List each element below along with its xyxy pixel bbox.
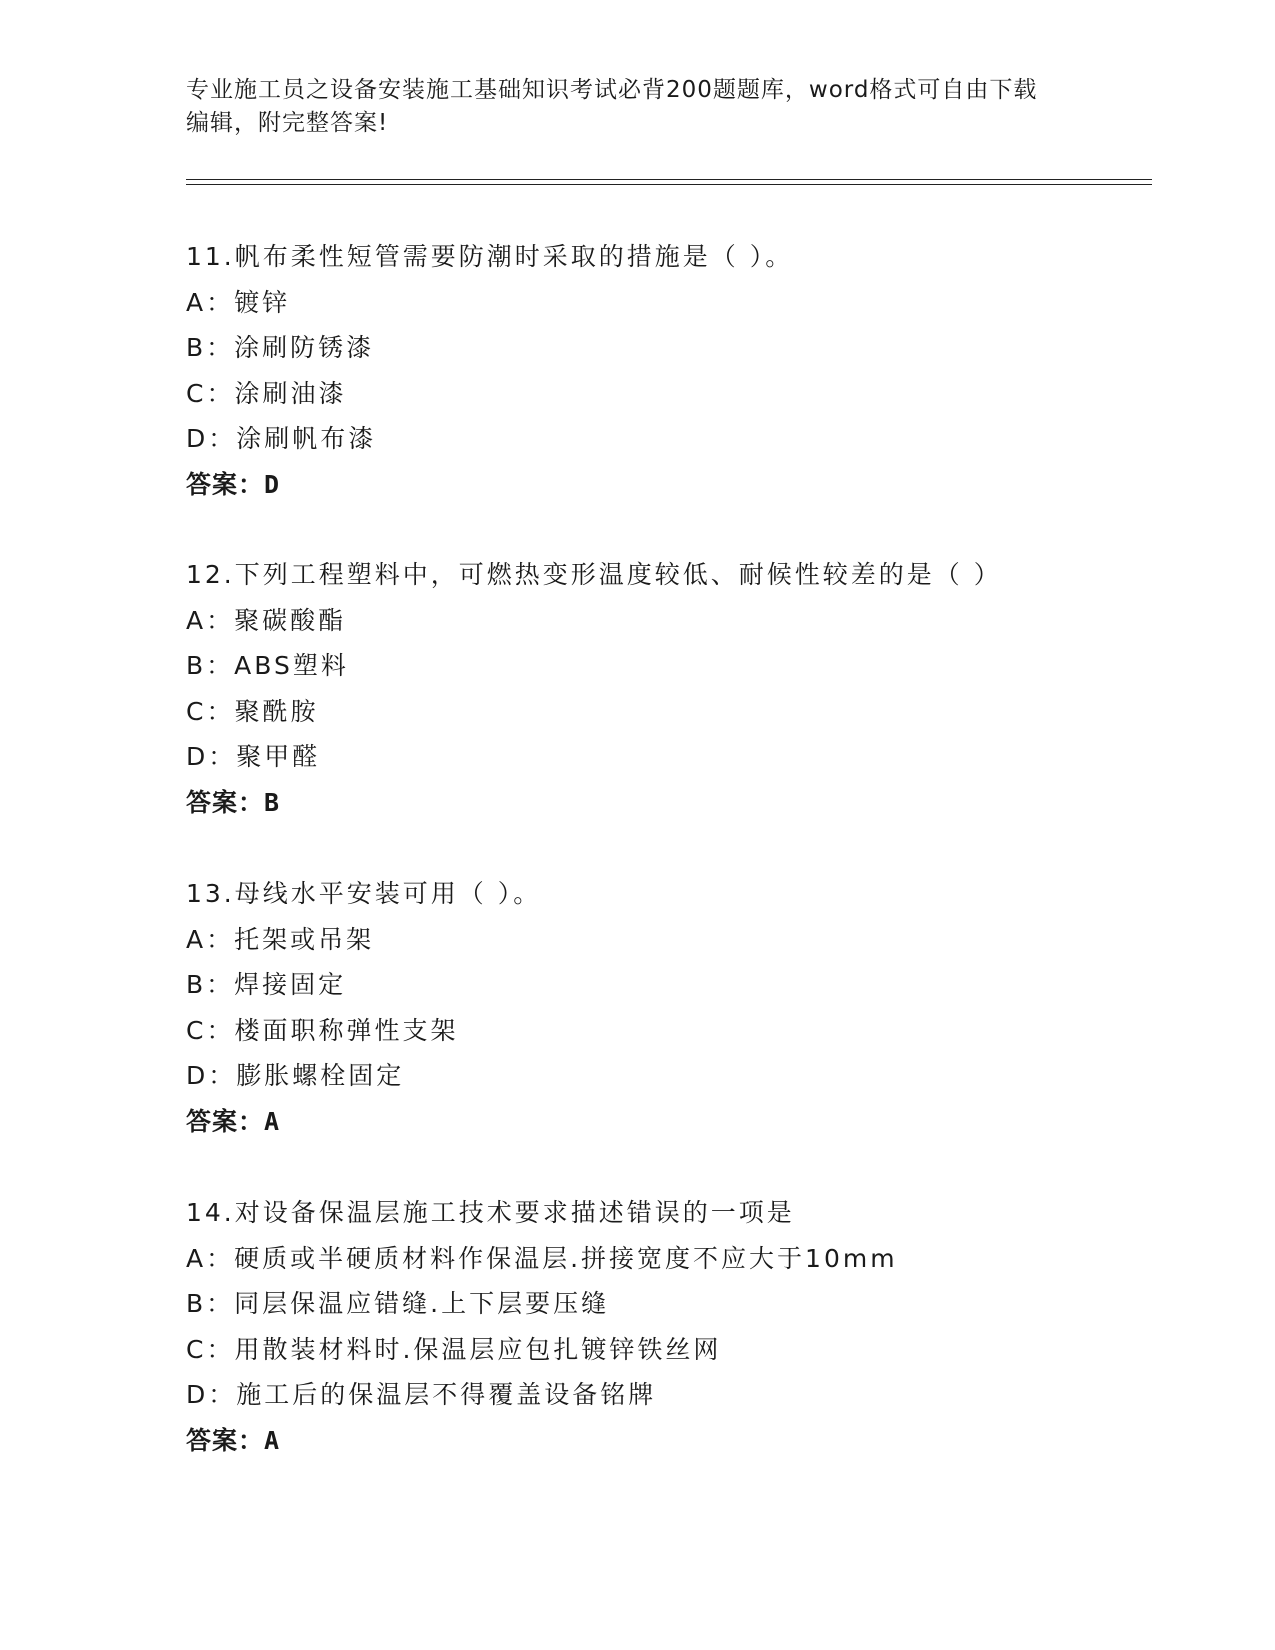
answer-line (186, 780, 1166, 826)
header-line-1: 专业施工员之设备安装施工基础知识考试必背200题题库，word格式可自由下载 (186, 77, 1038, 103)
question-13 (186, 871, 1166, 1144)
answer-value: B (264, 787, 281, 817)
option-c: C：楼面职称弹性支架 (186, 1015, 459, 1045)
answer-label: 答案： (186, 1106, 265, 1136)
answer-value: A (264, 1106, 281, 1136)
option-c: C：聚酰胺 (186, 696, 319, 726)
answer-line (186, 462, 1166, 508)
option-d: D：膨胀螺栓固定 (186, 1061, 405, 1090)
answer-label: 答案： (186, 1425, 265, 1455)
option-d: D：聚甲醛 (186, 742, 321, 771)
option-a: A：聚碳酸酯 (186, 605, 347, 635)
answer-label: 答案： (186, 469, 265, 499)
question-11 (186, 234, 1166, 507)
answer-line (186, 1418, 1166, 1464)
header-rule-bottom (186, 184, 1152, 185)
option-c: C：用散装材料时.保温层应包扎镀锌铁丝网 (186, 1334, 722, 1364)
option-c: C：涂刷油漆 (186, 378, 347, 408)
answer-value: A (264, 1425, 281, 1455)
option-b: B：焊接固定 (186, 970, 347, 999)
option-a: A：硬质或半硬质材料作保温层.拼接宽度不应大于10mm (186, 1243, 898, 1273)
question-stem: 14.对设备保温层施工技术要求描述错误的一项是 (186, 1198, 795, 1227)
answer-line (186, 1099, 1166, 1145)
option-b: B：同层保温应错缝.上下层要压缝 (186, 1289, 610, 1318)
option-b: B：ABS塑料 (186, 651, 349, 680)
option-a: A：托架或吊架 (186, 924, 375, 954)
question-12 (186, 552, 1166, 825)
option-a: A：镀锌 (186, 287, 291, 317)
document-header (186, 74, 1086, 140)
answer-value: D (264, 469, 281, 499)
option-d: D：涂刷帆布漆 (186, 424, 377, 453)
question-14 (186, 1190, 1166, 1463)
answer-label: 答案： (186, 787, 265, 817)
header-rule-top (186, 179, 1152, 180)
header-line-2: 编辑，附完整答案! (186, 110, 389, 136)
question-stem: 12.下列工程塑料中，可燃热变形温度较低、耐候性较差的是（ ） (186, 560, 1002, 589)
option-d: D：施工后的保温层不得覆盖设备铭牌 (186, 1380, 657, 1409)
option-b: B：涂刷防锈漆 (186, 333, 375, 362)
question-stem: 13.母线水平安装可用（ ）。 (186, 879, 542, 908)
question-stem: 11.帆布柔性短管需要防潮时采取的措施是（ ）。 (186, 242, 794, 271)
